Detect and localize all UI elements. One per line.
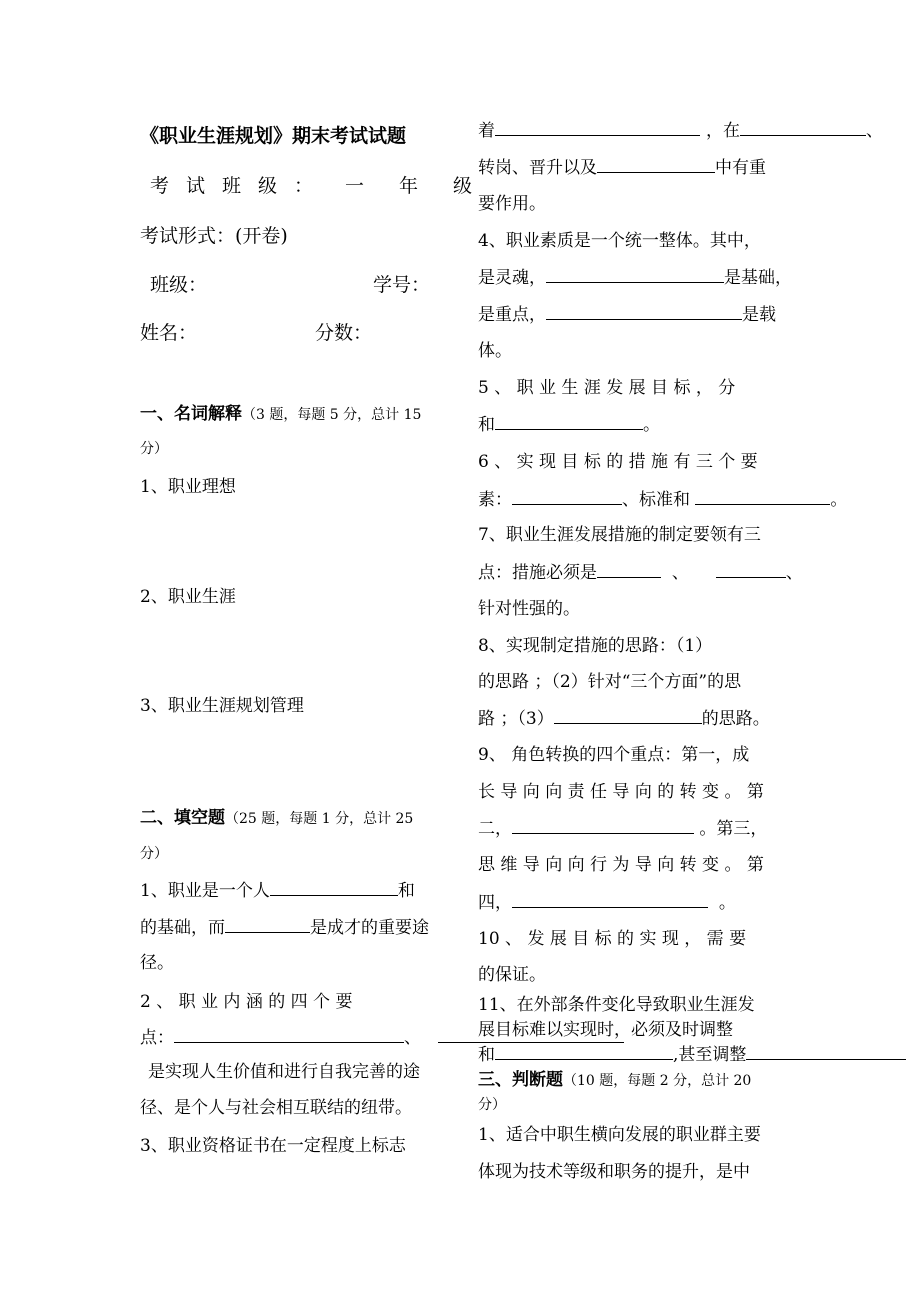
judge-1-line-2: 体现为技术等级和职务的提升，是中 — [478, 1162, 750, 1182]
blank[interactable] — [495, 118, 700, 136]
blank[interactable] — [597, 155, 715, 173]
question-1-1: 1、职业理想 — [140, 477, 236, 497]
fill-2-line-2: 点： 、 — [140, 1025, 421, 1050]
section-3-heading — [478, 1068, 751, 1093]
blank[interactable] — [695, 487, 830, 505]
fill-2-bridge — [438, 1025, 624, 1050]
blank[interactable] — [597, 560, 661, 578]
fill-5-line-1: 5 、 职 业 生 涯 发 展 目 标 ， 分 — [478, 378, 736, 398]
class-label: 班级： — [150, 274, 208, 296]
fill-1-line-3: 径。 — [140, 953, 174, 973]
score-label: 分数： — [315, 322, 373, 344]
fill-7-line-1: 7、职业生涯发展措施的制定要领有三 — [478, 525, 761, 545]
fill-3-line-2b: ，在 、 — [706, 118, 883, 143]
blank[interactable] — [546, 302, 742, 320]
fill-1-line-2: 的基础，而 是成才的重要途 — [140, 915, 429, 940]
blank[interactable] — [512, 890, 708, 908]
section-1-heading — [140, 402, 421, 427]
section-2-heading — [140, 806, 413, 831]
section-2-note-cont: 分） — [140, 846, 168, 862]
blank[interactable] — [438, 1025, 624, 1043]
section-2-note: （25 题，每题 1 分，总计 25 — [225, 811, 414, 827]
fill-4-line-3: 是重点， 是载 — [478, 302, 776, 327]
fill-6-line-2: 素： 、标准和 。 — [478, 487, 847, 512]
section-1-note: （3 题，每题 5 分，总计 15 — [242, 407, 422, 423]
blank[interactable] — [746, 1042, 906, 1060]
section-1-title: 一、名词解释 — [140, 404, 242, 424]
fill-3-line-1: 3、职业资格证书在一定程度上标志 — [140, 1136, 406, 1156]
fill-9-line-3: 二， 。第三， — [478, 816, 767, 841]
blank[interactable] — [740, 118, 866, 136]
section-3-note-cont: 分） — [478, 1097, 506, 1113]
fill-7-line-3: 针对性强的。 — [478, 599, 580, 619]
fill-8-line-1: 8、实现制定措施的思路：（1） — [478, 636, 713, 656]
fill-2-line-4: 径、是个人与社会相互联结的纽带。 — [140, 1098, 412, 1118]
fill-2-line-1: 2 、 职 业 内 涵 的 四 个 要 — [140, 992, 353, 1012]
fill-9-line-5: 四， 。 — [478, 890, 736, 915]
fill-6-line-1: 6 、 实 现 目 标 的 措 施 有 三 个 要 — [478, 452, 758, 472]
exam-form: 考试形式：(开卷) — [140, 225, 288, 247]
student-no-label: 学号： — [373, 274, 431, 296]
section-2-title: 二、填空题 — [140, 808, 225, 828]
fill-10-line-1: 10 、 发 展 目 标 的 实 现 ， 需 要 — [478, 929, 747, 949]
blank[interactable] — [554, 706, 702, 724]
fill-3-line-3: 转岗、晋升以及 中有重 — [478, 155, 766, 180]
exam-class-label: 考试班级： — [150, 175, 331, 197]
blank[interactable] — [546, 265, 724, 283]
fill-1-line-1: 1、职业是一个人 和 — [140, 878, 415, 903]
fill-11-line-3: 和 ,甚至调整 — [478, 1042, 906, 1067]
fill-8-line-3: 路 ；（3） 的思路。 — [478, 706, 770, 731]
question-1-2: 2、职业生涯 — [140, 587, 236, 607]
blank[interactable] — [174, 1025, 404, 1043]
section-3-title: 三、判断题 — [478, 1070, 563, 1090]
fill-9-line-1: 9、 角色转换的四个重点：第一，成 — [478, 745, 750, 765]
fill-4-line-2: 是灵魂， 是基础， — [478, 265, 792, 290]
fill-4-line-1: 4、职业素质是一个统一整体。其中， — [478, 231, 761, 251]
fill-3-line-2: 着 — [478, 118, 700, 143]
blank[interactable] — [270, 878, 398, 896]
fill-10-line-2: 的保证。 — [478, 965, 546, 985]
fill-4-line-4: 体。 — [478, 341, 512, 361]
blank[interactable] — [512, 487, 622, 505]
exam-class-value: 一年级 — [345, 175, 508, 197]
fill-11-line-1: 11、在外部条件变化导致职业生涯发 — [478, 995, 755, 1015]
blank[interactable] — [495, 412, 643, 430]
fill-9-line-4: 思 维 导 向 向 行 为 导 向 转 变 。 第 — [478, 855, 764, 875]
judge-1-line-1: 1、适合中职生横向发展的职业群主要 — [478, 1125, 761, 1145]
page-title: 《职业生涯规划》期末考试试题 — [140, 125, 407, 147]
section-3-note: （10 题，每题 2 分，总计 20 — [563, 1073, 752, 1089]
name-label: 姓名： — [140, 322, 198, 344]
fill-7-line-2: 点：措施必须是 、 、 — [478, 560, 803, 585]
question-1-3: 3、职业生涯规划管理 — [140, 696, 304, 716]
blank[interactable] — [225, 915, 310, 933]
fill-2-line-3: 是实现人生价值和进行自我完善的途 — [148, 1062, 420, 1082]
section-1-note-cont: 分） — [140, 441, 168, 457]
fill-9-line-2: 长 导 向 向 责 任 导 向 的 转 变 。 第 — [478, 782, 764, 802]
exam-class-row — [150, 174, 508, 198]
fill-11-line-2: 展目标难以实现时，必须及时调整 — [478, 1020, 733, 1040]
blank[interactable] — [512, 816, 694, 834]
fill-5-line-2: 和 。 — [478, 412, 660, 437]
fill-3-line-4: 要作用。 — [478, 194, 546, 214]
blank[interactable] — [716, 560, 786, 578]
fill-8-line-2: 的思路 ；（2）针对“三个方面”的思 — [478, 672, 742, 692]
